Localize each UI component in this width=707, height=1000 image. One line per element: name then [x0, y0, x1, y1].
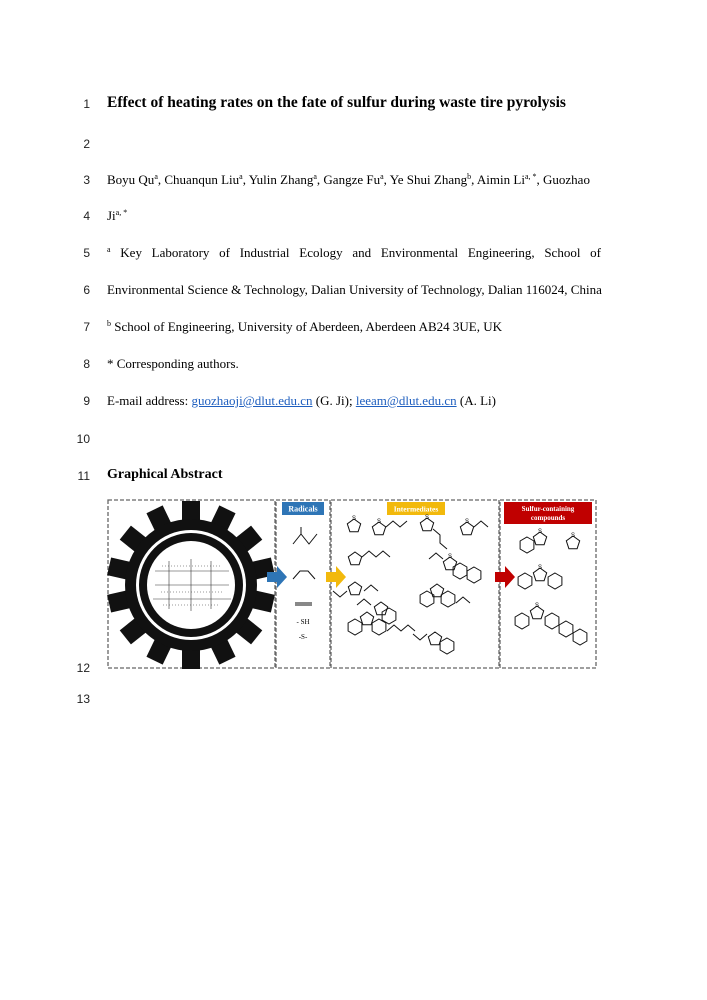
line-number: 13 [76, 692, 90, 706]
sulfur-atom-labels [535, 529, 575, 609]
email-link[interactable]: guozhaoji@dlut.edu.cn [191, 393, 313, 408]
corresponding-note: * Corresponding authors. [107, 356, 239, 371]
author: Chuanqun Liu$^a$, [164, 172, 249, 187]
author-line [107, 172, 601, 188]
line-number: 2 [83, 137, 90, 151]
atom-s-label: S [377, 519, 382, 525]
radicals-label: Radicals [288, 504, 318, 514]
author: Boyu Qu$^a$, [107, 172, 165, 187]
atom-s-label: S [425, 515, 430, 521]
line-number: 10 [76, 432, 90, 446]
atom-s-label: S [352, 516, 357, 522]
author: Gangze Fu$^a$, [323, 172, 390, 187]
arrow-to-sulfur-compounds-icon [495, 566, 515, 588]
atom-s-label: S [538, 565, 543, 571]
line-number: 1 [83, 97, 90, 111]
radical-sh: - SH [296, 618, 310, 626]
atom-s-label: S [571, 533, 576, 539]
line-number: 7 [83, 320, 90, 334]
email-link[interactable]: leeam@dlut.edu.cn [355, 393, 457, 408]
line-number: 12 [76, 661, 90, 675]
tire-icon [107, 501, 275, 669]
intermediate-molecules [333, 518, 488, 654]
affiliation-b: $^b$ School of Engineering, University of Aberdeen, Aberdeen AB24 3UE, UK [107, 319, 503, 334]
radical-s: -S- [298, 633, 308, 641]
radical-fragments [293, 527, 317, 605]
line-number: 8 [83, 357, 90, 371]
sulfur-compounds-label: Sulfur-containing [521, 505, 575, 513]
author: Aimin $Li^{a, *}$, [476, 172, 544, 187]
affiliation-a: $^a$ Key Laboratory of Industrial Ecology and Environmental Engineering, School of [107, 245, 601, 260]
atom-s-label: S [535, 603, 540, 609]
intermediates-label: Intermediates [393, 504, 439, 514]
atom-s-label: S [465, 519, 470, 525]
arrow-to-intermediates-icon [326, 566, 346, 588]
atom-s-label: S [448, 554, 453, 560]
email-line: E-mail address: guozhaoji@dlut.edu.cn (G. Ji); leeam@dlut.edu.cn (A. Li) [107, 393, 496, 408]
affiliation-a-continued: Environmental Science & Technology, Dalian University of Technology, Dalian 116024, China [107, 282, 602, 297]
sulfur-compounds-label: compounds [530, 514, 566, 522]
author: Ye Shui Zhang$^b$, [389, 172, 477, 187]
line-number: 9 [83, 394, 90, 408]
sulfur-compound-molecules [515, 532, 587, 645]
graphical-abstract-figure [107, 499, 597, 671]
line-number: 4 [83, 209, 90, 223]
sulfur-atom-labels [352, 515, 469, 560]
author-line-continued: $Ji^{a, *}$ [107, 208, 128, 223]
line-number: 5 [83, 246, 90, 260]
line-number: 11 [77, 469, 90, 483]
line-number: 6 [83, 283, 90, 297]
author: Guozhao [543, 172, 590, 187]
author: Yulin Zhang$^a$, [248, 172, 324, 187]
atom-s-label: S [538, 529, 543, 535]
graphical-abstract-heading: Graphical Abstract [107, 467, 223, 482]
line-number: 3 [83, 173, 90, 187]
paper-title: Effect of heating rates on the fate of sulfur during waste tire pyrolysis [107, 94, 566, 111]
